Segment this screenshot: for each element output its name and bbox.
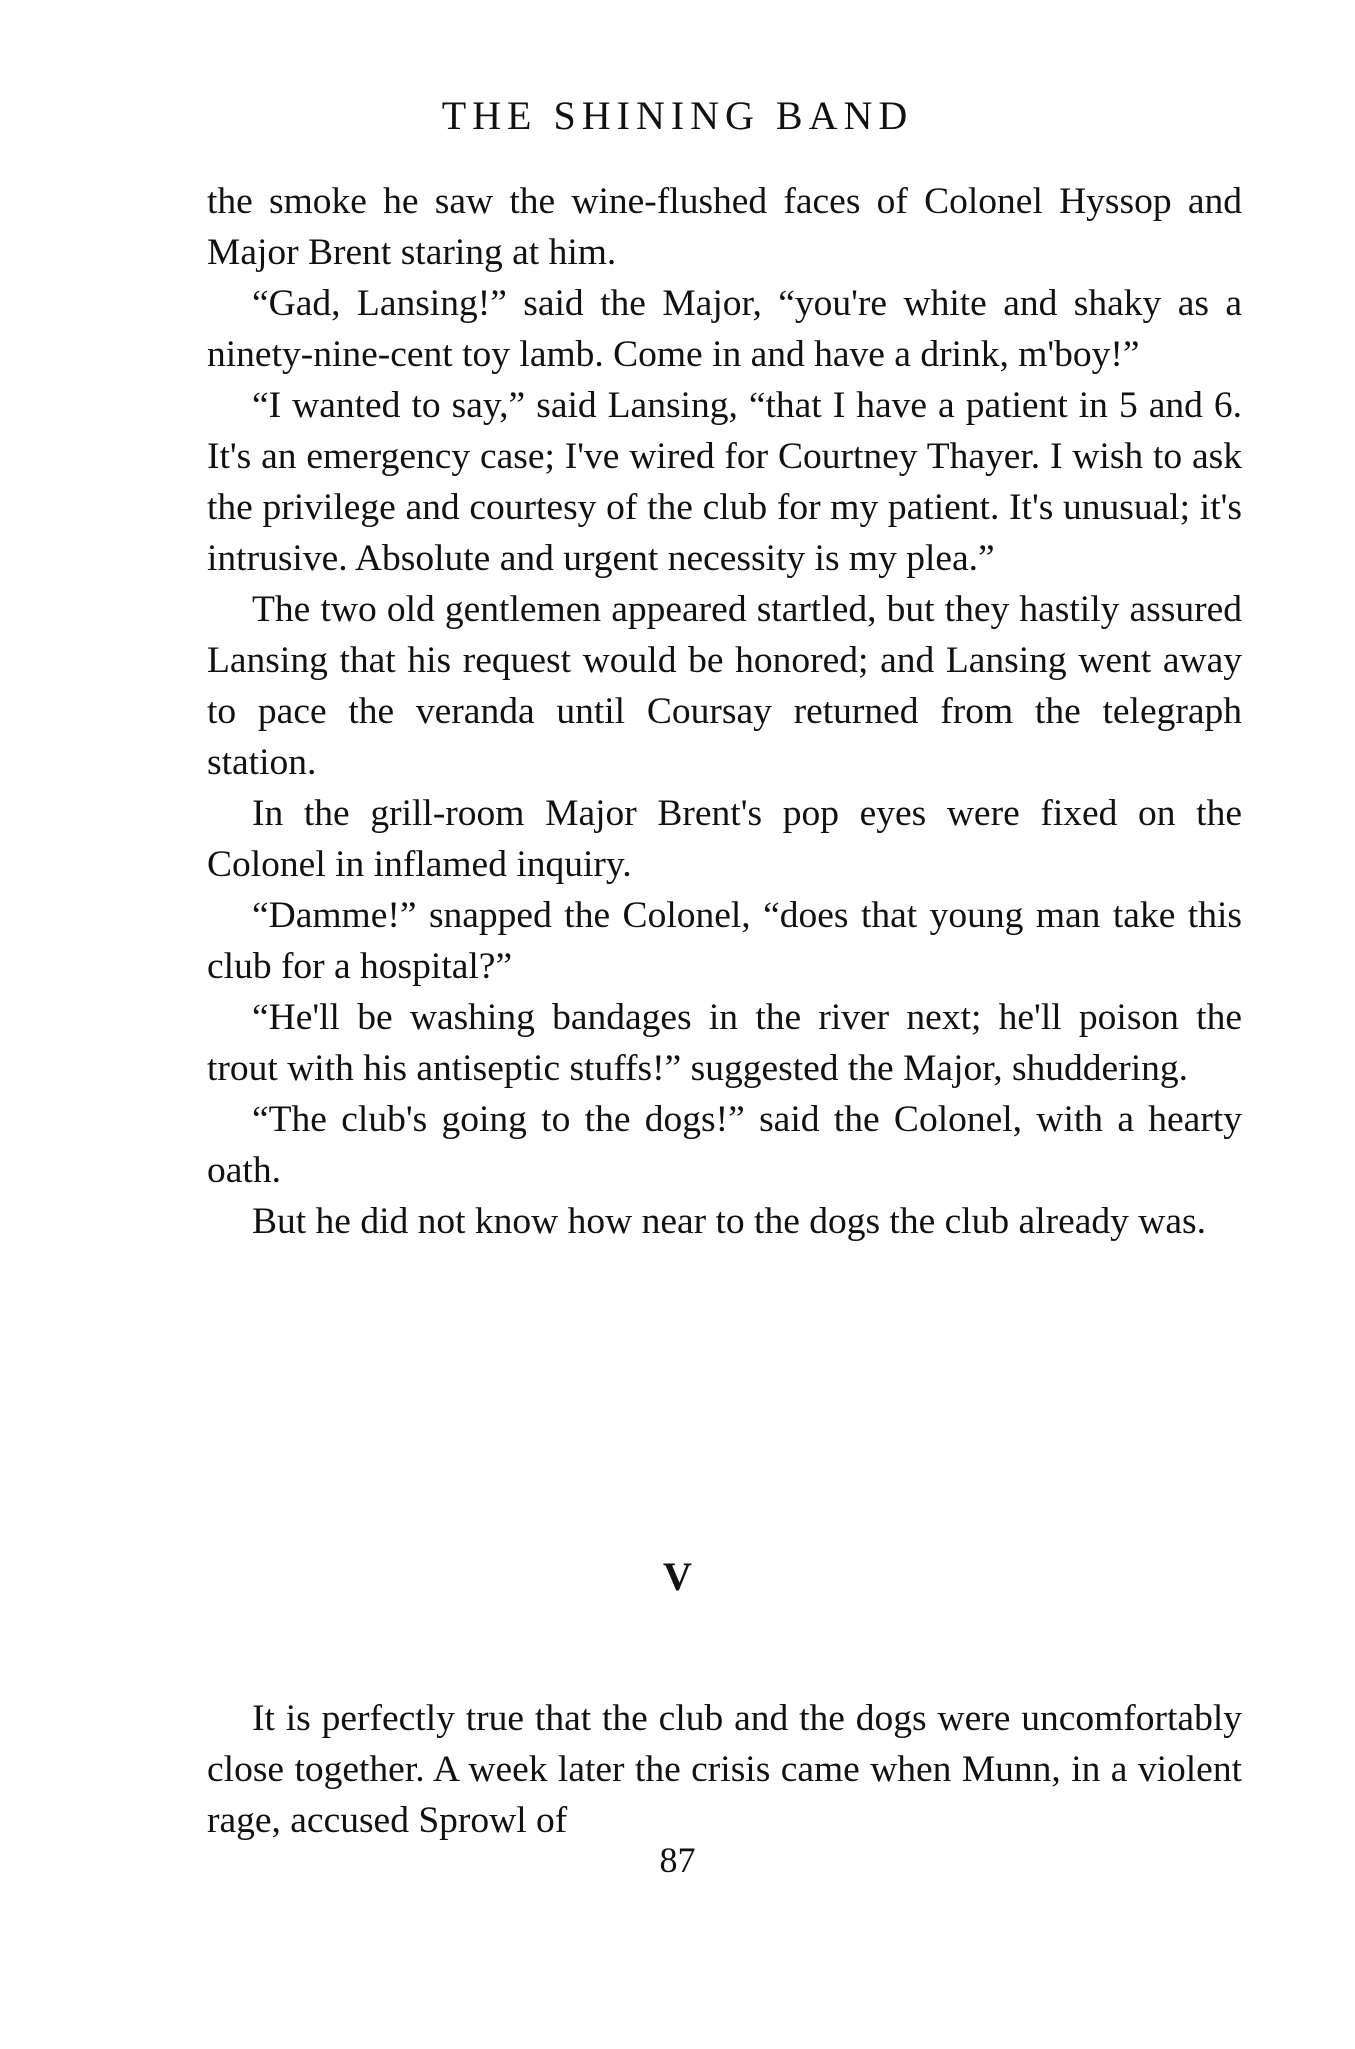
page-number: 87 <box>659 1840 696 1880</box>
paragraph: In the grill-room Major Brent's pop eyes were fixed on the Colonel in inflamed inquiry. <box>207 793 1242 885</box>
paragraph: “Damme!” snapped the Colonel, “does that young man take this club for a hospital?” <box>207 895 1242 987</box>
body-text <box>207 176 1242 1247</box>
chapter-text <box>207 1693 1242 1846</box>
paragraph: “I wanted to say,” said Lansing, “that I have a patient in 5 and 6. It's an emergency case; I've wired for Courtney Thayer. I wish to ask the privilege and courtesy of the club for my patient. It's unusual; it's intrusive. Absolute and urgent necessity is my plea.” <box>207 385 1242 579</box>
chapter-number: V <box>663 1554 692 1599</box>
paragraph: “The club's going to the dogs!” said the Colonel, with a hearty oath. <box>207 1099 1242 1191</box>
paragraph: But he did not know how near to the dogs the club already was. <box>252 1201 1206 1242</box>
running-head: THE SHINING BAND <box>441 93 914 138</box>
paragraph: the smoke he saw the wine-flushed faces of Colonel Hyssop and Major Brent staring at him. <box>207 181 1242 273</box>
paragraph: The two old gentlemen appeared startled, but they hastily assured Lansing that his request would be honored; and Lansing went away to pace the veranda until Coursay returned from the telegraph station. <box>207 589 1242 783</box>
paragraph: “Gad, Lansing!” said the Major, “you're white and shaky as a ninety-nine-cent toy lamb. Come in and have a drink, m'boy!” <box>207 283 1242 375</box>
paragraph: “He'll be washing bandages in the river next; he'll poison the trout with his antiseptic stuffs!” suggested the Major, shuddering. <box>207 997 1242 1089</box>
paragraph: It is perfectly true that the club and the dogs were uncomfortably close together. A week later the crisis came when Munn, in a violent rage, accused Sprowl of <box>207 1698 1242 1841</box>
